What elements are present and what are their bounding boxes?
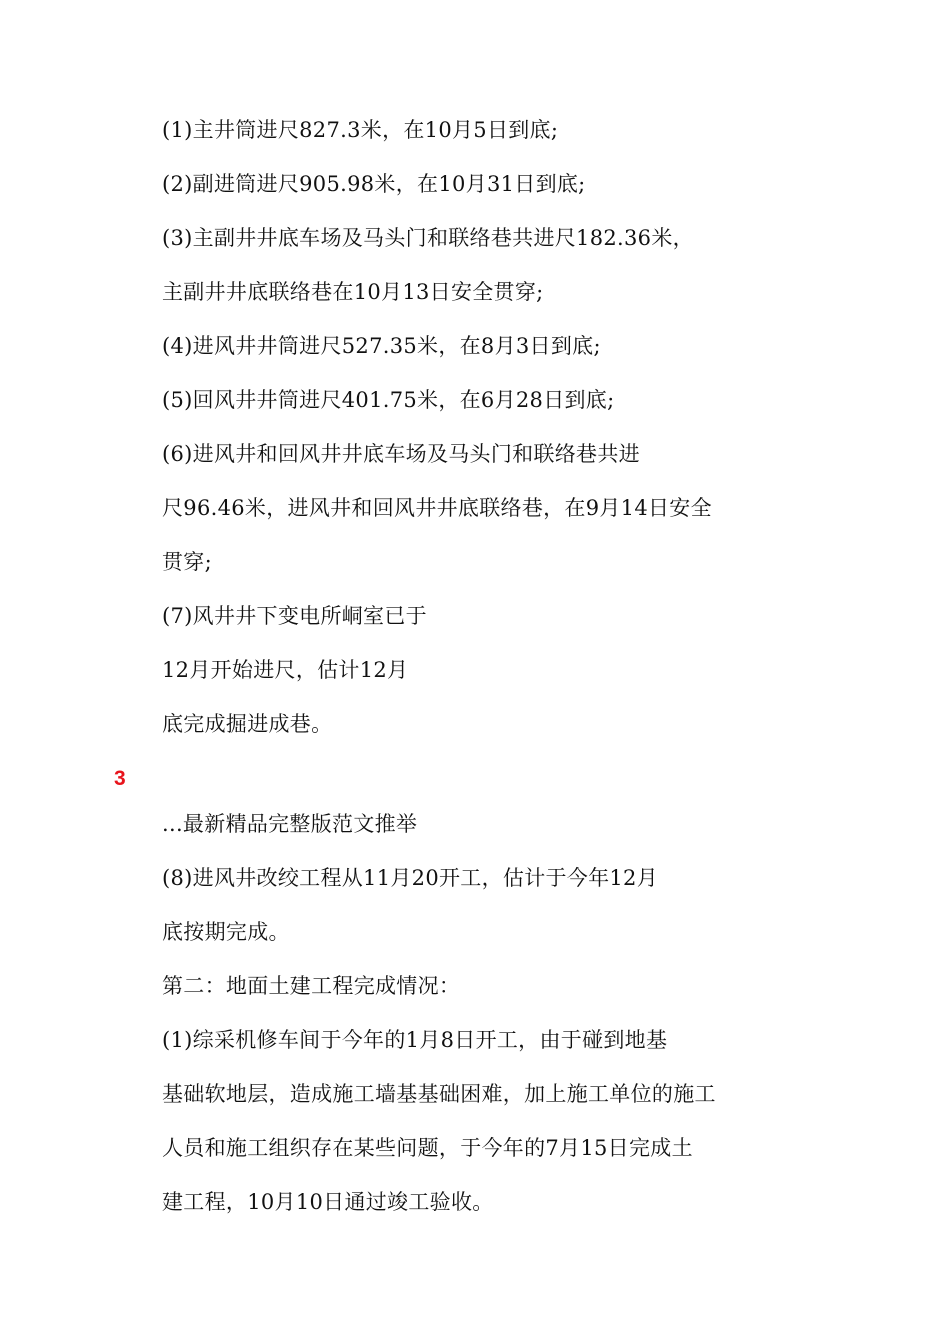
text-line-19: 人员和施工组织存在某些问题，于今年的7月15日完成土 [162, 1136, 693, 1160]
text-line-5: (4)进风井井筒进尺527.35米，在8月3日到底; [162, 334, 601, 358]
text-line-12: 底完成掘进成巷。 [162, 712, 333, 736]
text-line-18: 基础软地层，造成施工墙基基础困难，加上施工单位的施工 [162, 1082, 716, 1106]
text-line-3: (3)主副井井底车场及马头门和联络巷共进尺182.36米， [162, 226, 694, 250]
text-line-16: 第二：地面土建工程完成情况： [162, 974, 461, 998]
text-line-1: (1)主井筒进尺827.3米，在10月5日到底; [162, 118, 559, 142]
text-line-8: 尺96.46米，进风井和回风井井底联络巷，在9月14日安全 [162, 496, 712, 520]
text-line-11: 12月开始进尺，估计12月 [162, 658, 409, 682]
page-number: 3 [114, 767, 126, 790]
text-line-4: 主副井井底联络巷在10月13日安全贯穿; [162, 280, 544, 304]
text-line-6: (5)回风井井筒进尺401.75米，在6月28日到底; [162, 388, 615, 412]
text-line-20: 建工程，10月10日通过竣工验收。 [162, 1190, 494, 1214]
text-line-7: (6)进风井和回风井井底车场及马头门和联络巷共进 [162, 442, 640, 466]
text-line-14: (8)进风井改绞工程从11月20开工，估计于今年12月 [162, 866, 659, 890]
text-line-17: (1)综采机修车间于今年的1月8日开工，由于碰到地基 [162, 1028, 668, 1052]
text-line-9: 贯穿; [162, 550, 212, 574]
text-line-13: ...最新精品完整版范文推举 [162, 812, 418, 836]
text-line-10: (7)风井井下变电所峒室已于 [162, 604, 427, 628]
text-line-15: 底按期完成。 [162, 920, 290, 944]
text-line-2: (2)副进筒进尺905.98米，在10月31日到底; [162, 172, 586, 196]
